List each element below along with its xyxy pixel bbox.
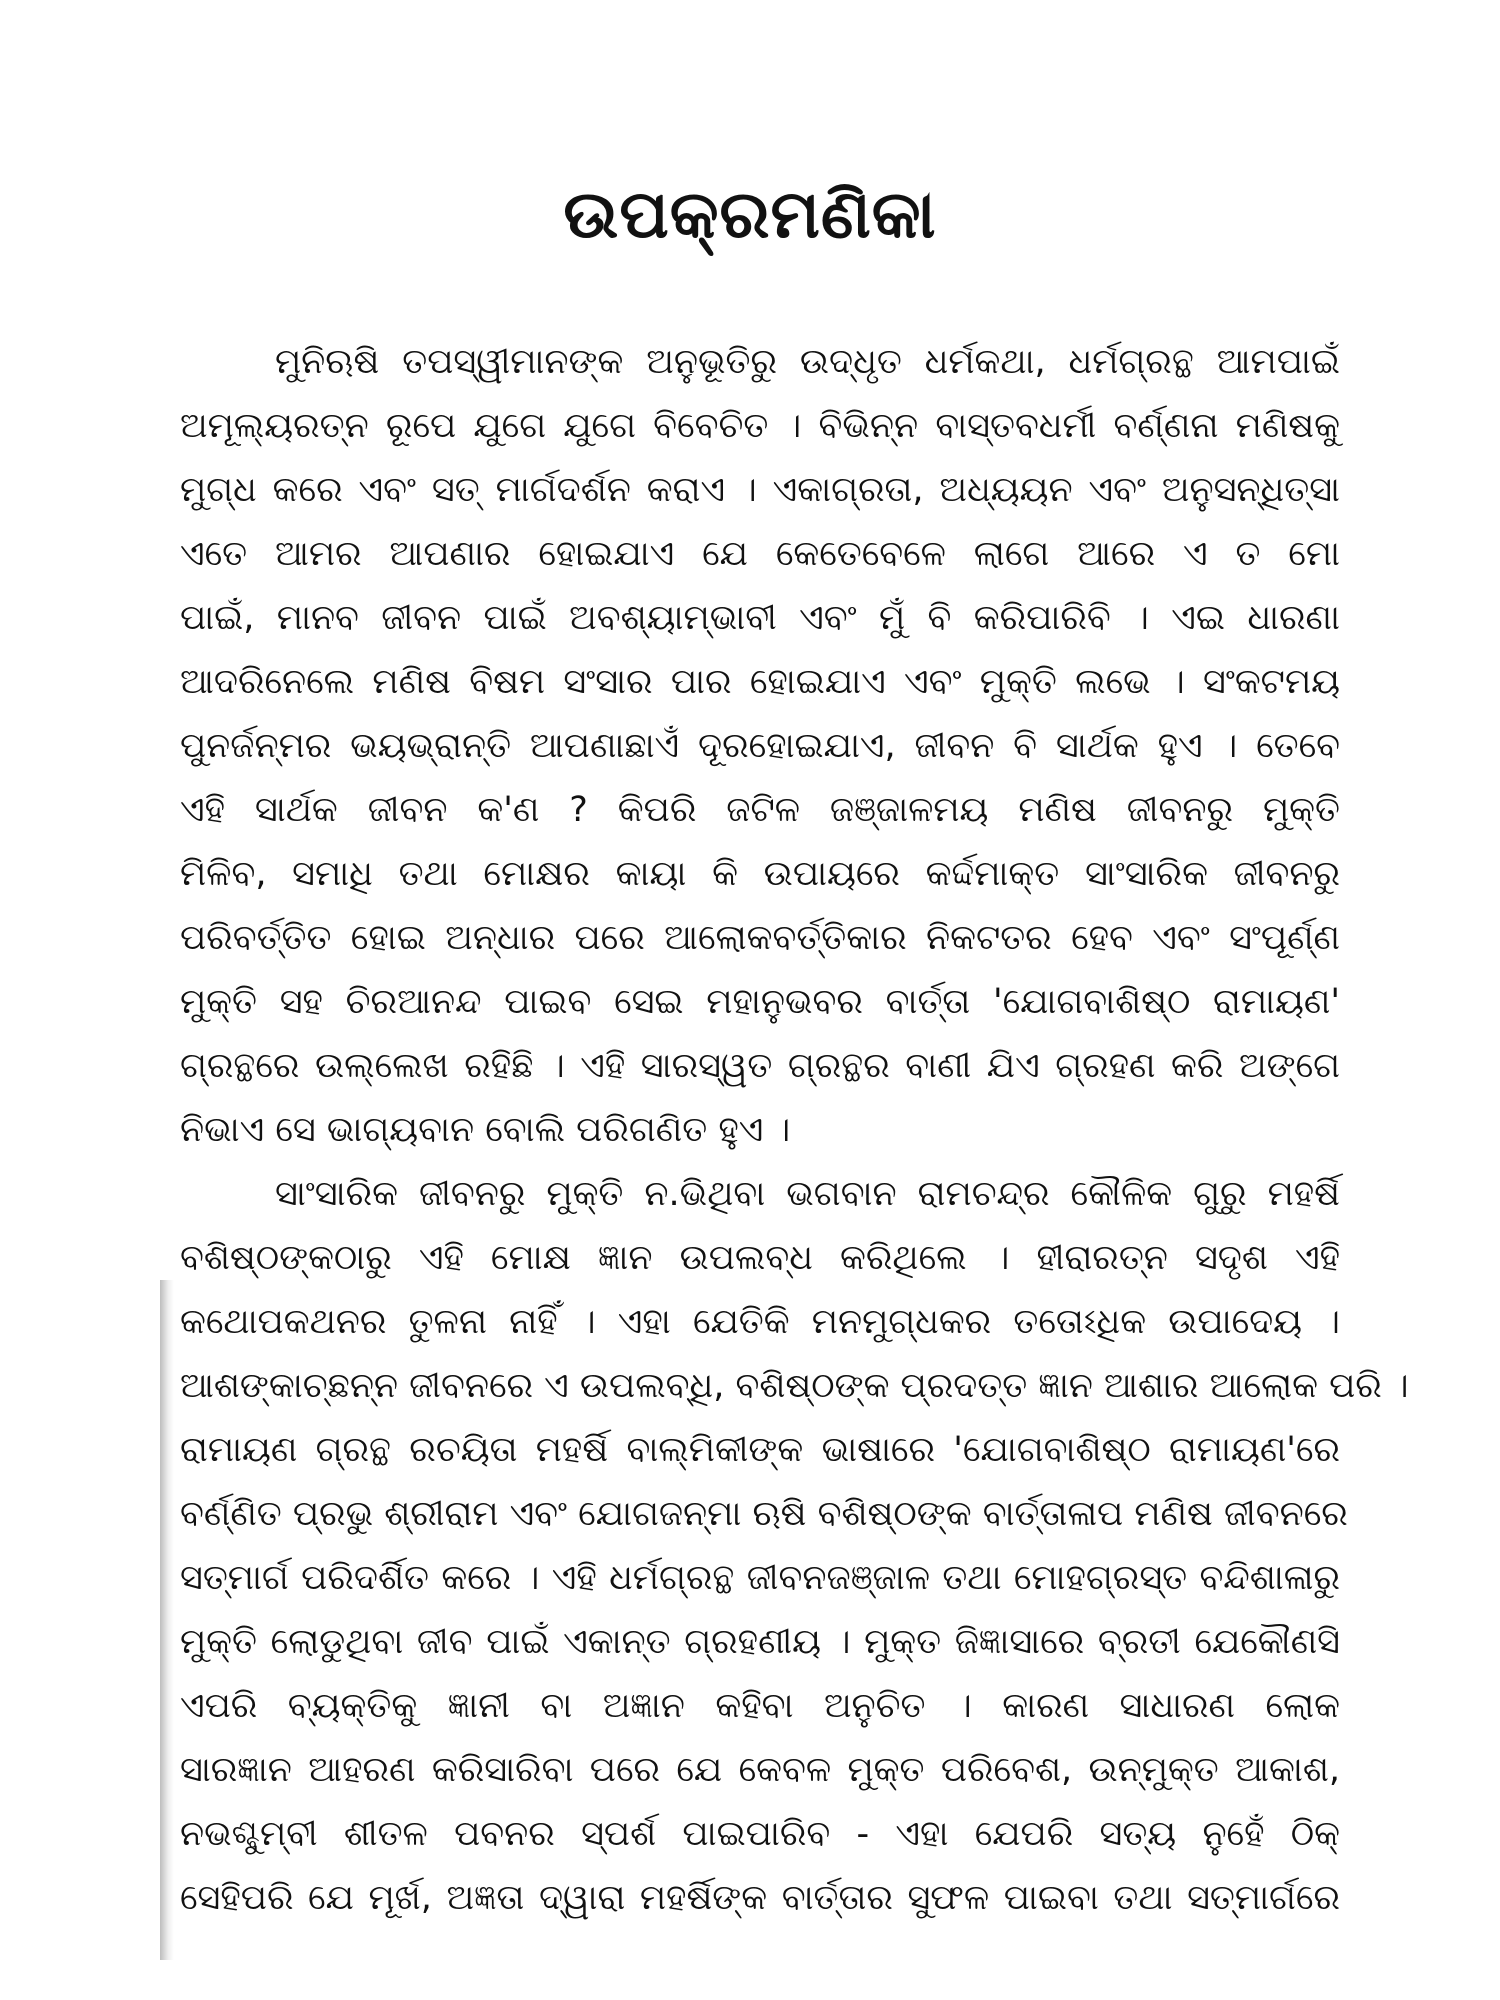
text-line: ଆଶଙ୍କାଚ୍ଛନ୍ନ ଜୀବନରେ ଏ ଉପଲବ୍ଧି, ବଶିଷ୍ଠଙ୍କ ପ୍ରଦତ୍ତ ଜ୍ଞାନ ଆଶାର ଆଲୋକ ପରି ।: [180, 1366, 1409, 1406]
text-line: ରାମାୟଣ ଗ୍ରନ୍ଥ ରଚୟିତା ମହର୍ଷି ବାଲ୍ମିକୀଙ୍କ ଭାଷାରେ 'ଯୋଗବାଶିଷ୍ଠ ରାମାୟଣ'ରେ: [180, 1430, 1340, 1470]
text-line: ମୁନିଋଷି ତପସ୍ୱୀମାନଙ୍କ ଅନୁଭୂତିରୁ ଉଦ୍ଧୃତ ଧର୍ମକଥା, ଧର୍ମଗ୍ରନ୍ଥ ଆମପାଇଁ: [275, 342, 1340, 382]
text-line: ପୁନର୍ଜନ୍ମର ଭୟଭ୍ରାନ୍ତି ଆପଣାଛାଏଁ ଦୂରହୋଇଯାଏ, ଜୀବନ ବି ସାର୍ଥକ ହୁଏ । ତେବେ: [180, 726, 1340, 766]
page-gutter-shadow: [160, 1280, 174, 1960]
text-line: ଏତେ ଆମର ଆପଣାର ହୋଇଯାଏ ଯେ କେତେବେଳେ ଲାଗେ ଆରେ ଏ ତ ମୋ: [180, 534, 1340, 574]
text-line: ମୁଗ୍ଧ କରେ ଏବଂ ସତ୍ ମାର୍ଗଦର୍ଶନ କରାଏ । ଏକାଗ୍ରତା, ଅଧ୍ୟୟନ ଏବଂ ଅନୁସନ୍ଧିତ୍ସା: [180, 470, 1340, 510]
text-line: ମୁକ୍ତି ସହ ଚିରଆନନ୍ଦ ପାଇବ ସେଇ ମହାନୁଭବର ବାର୍ତ୍ତା 'ଯୋଗବାଶିଷ୍ଠ ରାମାୟଣ': [180, 982, 1340, 1022]
text-line: ସାରଜ୍ଞାନ ଆହରଣ କରିସାରିବା ପରେ ଯେ କେବଳ ମୁକ୍ତ ପରିବେଶ, ଉନ୍ମୁକ୍ତ ଆକାଶ,: [180, 1750, 1340, 1790]
text-line: ବଶିଷ୍ଠଙ୍କଠାରୁ ଏହି ମୋକ୍ଷ ଜ୍ଞାନ ଉପଲବ୍ଧ କରିଥିଲେ । ହୀରାରତ୍ନ ସଦୃଶ ଏହି: [180, 1238, 1340, 1278]
text-line: ସତ୍‌ମାର୍ଗ ପରିଦର୍ଶିତ କରେ । ଏହି ଧର୍ମଗ୍ରନ୍ଥ ଜୀବନଜଞ୍ଜାଳ ତଥା ମୋହଗ୍ରସ୍ତ ବନ୍ଦିଶାଳାରୁ: [180, 1558, 1340, 1598]
text-line: ଏପରି ବ୍ୟକ୍ତିକୁ ଜ୍ଞାନୀ ବା ଅଜ୍ଞାନ କହିବା ଅନୁଚିତ । କାରଣ ସାଧାରଣ ଲୋକ: [180, 1686, 1340, 1726]
text-line: ପରିବର୍ତ୍ତିତ ହୋଇ ଅନ୍ଧାର ପରେ ଆଲୋକବର୍ତ୍ତିକାର ନିକଟତର ହେବ ଏବଂ ସଂପୂର୍ଣ୍ଣ: [180, 918, 1340, 958]
text-line: ଏହି ସାର୍ଥକ ଜୀବନ କ'ଣ ? କିପରି ଜଟିଳ ଜଞ୍ଜାଳମୟ ମଣିଷ ଜୀବନରୁ ମୁକ୍ତି: [180, 790, 1340, 830]
text-line: ସେହିପରି ଯେ ମୂର୍ଖ, ଅଜ୍ଞତା ଦ୍ୱାରା ମହର୍ଷିଙ୍କ ବାର୍ତ୍ତାର ସୁଫଳ ପାଇବା ତଥା ସତ୍‌ମାର୍ଗରେ: [180, 1878, 1340, 1918]
text-line: ବର୍ଣ୍ଣିତ ପ୍ରଭୁ ଶ୍ରୀରାମ ଏବଂ ଯୋଗଜନ୍ମା ଋଷି ବଶିଷ୍ଠଙ୍କ ବାର୍ତ୍ତାଳାପ ମଣିଷ ଜୀବନରେ: [180, 1494, 1348, 1534]
page-title: ଉପକ୍ରମଣିକା: [563, 176, 937, 253]
text-line: କଥୋପକଥନର ତୁଳନା ନାହିଁ । ଏହା ଯେତିକି ମନମୁଗ୍ଧକର ତତୋଽଧିକ ଉପାଦେୟ ।: [180, 1302, 1340, 1342]
text-line: ଆଦରିନେଲେ ମଣିଷ ବିଷମ ସଂସାର ପାର ହୋଇଯାଏ ଏବଂ ମୁକ୍ତି ଲଭେ । ସଂକଟମୟ: [180, 662, 1340, 702]
text-line: ନଭଶ୍ଚୁମ୍ବୀ ଶୀତଳ ପବନର ସ୍ପର୍ଶ ପାଇପାରିବ - ଏହା ଯେପରି ସତ୍ୟ ନୁହେଁ ଠିକ୍: [180, 1814, 1340, 1854]
text-line: ଗ୍ରନ୍ଥରେ ଉଲ୍ଲେଖ ରହିଛି । ଏହି ସାରସ୍ୱତ ଗ୍ରନ୍ଥର ବାଣୀ ଯିଏ ଗ୍ରହଣ କରି ଅଙ୍ଗେ: [180, 1046, 1340, 1086]
text-line: ମିଳିବ, ସମାଧି ତଥା ମୋକ୍ଷର କାୟା କି ଉପାୟରେ କର୍ଦ୍ଦମାକ୍ତ ସାଂସାରିକ ଜୀବନରୁ: [180, 854, 1340, 894]
text-line: ଅମୂଲ୍ୟରତ୍ନ ରୂପେ ଯୁଗେ ଯୁଗେ ବିବେଚିତ । ବିଭିନ୍ନ ବାସ୍ତବଧର୍ମୀ ବର୍ଣ୍ଣନା ମଣିଷକୁ: [180, 406, 1340, 446]
text-line: ମୁକ୍ତି ଲୋଡୁଥିବା ଜୀବ ପାଇଁ ଏକାନ୍ତ ଗ୍ରହଣୀୟ । ମୁକ୍ତ ଜିଜ୍ଞାସାରେ ବ୍ରତୀ ଯେକୌଣସି: [180, 1622, 1340, 1662]
text-line: ସାଂସାରିକ ଜୀବନରୁ ମୁକ୍ତି ନ.ଭିଥିବା ଭଗବାନ ରାମଚନ୍ଦ୍ର କୌଳିକ ଗୁରୁ ମହର୍ଷି: [275, 1174, 1340, 1214]
text-line: ପାଇଁ, ମାନବ ଜୀବନ ପାଇଁ ଅବଶ୍ୟାମ୍ଭାବୀ ଏବଂ ମୁଁ ବି କରିପାରିବି । ଏଇ ଧାରଣା: [180, 598, 1340, 638]
text-line: ନିଭାଏ ସେ ଭାଗ୍ୟବାନ ବୋଲି ପରିଗଣିତ ହୁଏ ।: [180, 1110, 791, 1150]
body-text: [180, 330, 1409, 1930]
